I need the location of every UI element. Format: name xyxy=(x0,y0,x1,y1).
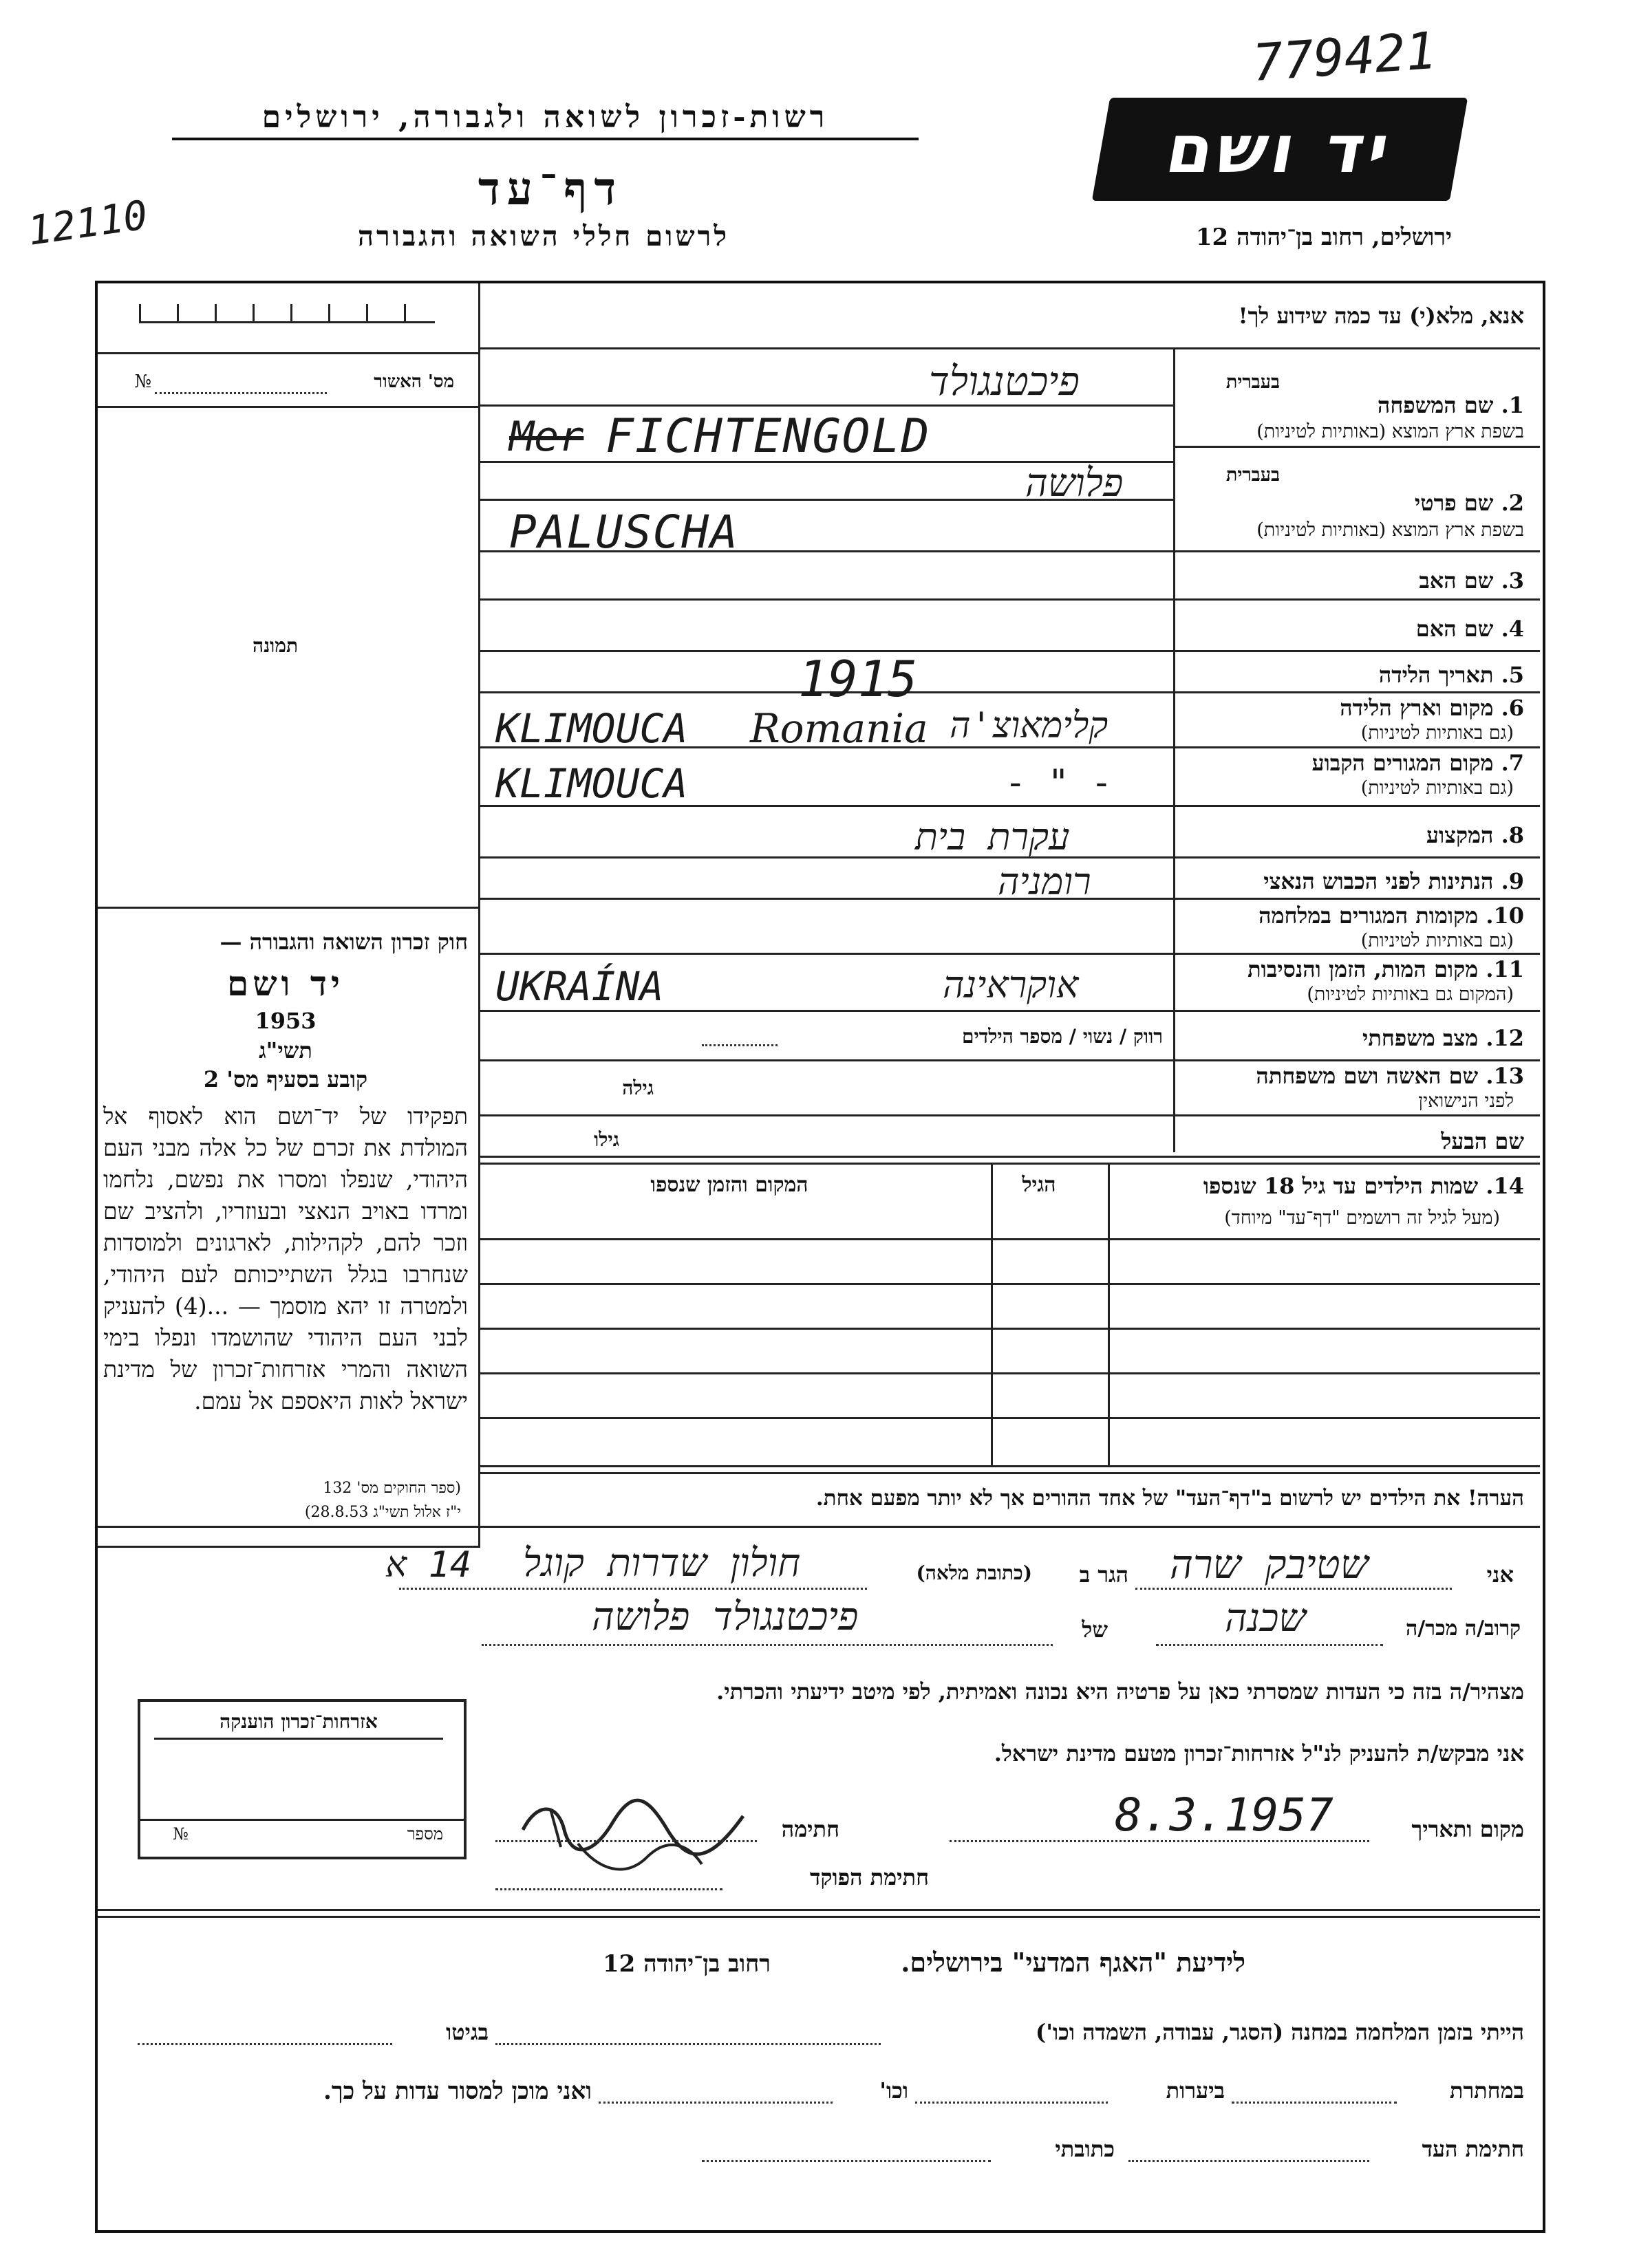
death-place-latin: UKRAÍNA xyxy=(495,963,664,1010)
footer-ready: ואני מוכן למסור עדות על כך. xyxy=(323,2077,592,2105)
witness-address-number: 14 א xyxy=(385,1544,472,1586)
in-hebrew-2: בעברית xyxy=(1225,464,1280,486)
profession-value: עקרת בית xyxy=(915,815,1070,858)
citizenship-box-title: אזרחות־זכרון הוענקה xyxy=(154,1710,443,1740)
decl-request: אני מבקש/ת להעניק לנ"ל אזרחות־זכרון מטעם מדינת ישראל. xyxy=(994,1740,1524,1767)
footer-witness-sign: חתימת העד xyxy=(1422,2136,1524,2162)
field-14-label: 14. שמות הילדים עד גיל 18 שנספו xyxy=(1203,1173,1524,1199)
field-6-sub: (גם באותיות לטיניות) xyxy=(1360,722,1514,744)
surname-latin: FICHTENGOLD xyxy=(606,409,931,464)
footer-ghetto: בגיטו xyxy=(446,2019,489,2045)
field-10-sub: (גם באותיות לטיניות) xyxy=(1360,930,1514,951)
husband-label: שם הבעל xyxy=(1441,1128,1524,1154)
field-2-label: 2. שם פרטי xyxy=(1414,490,1524,516)
citizenship-box-number: מספר xyxy=(407,1824,443,1844)
decl-resides: הגר ב xyxy=(1079,1562,1128,1588)
law-body: תפקידו של יד־ושם הוא לאסוף אל המולדת את זכרם של כל אלה מבני העם היהודי, שנפלו ומסרו את נפשם, נלחמו ומרדו באויב הנאצי ובעוזריו, ולהציב שם וזכר להם, לקהילות, לארגונים ולמוסדות שנחרבו בגלל השתייכותם לעם היהודי, ולמטרה זו יהא מוסמך — ...(4) להעניק לבני העם היהודי שהושמדו ונפלו בימי השואה והמרי אזרחות־זכרון של מדינת ישראל לאות היאספם אל עמם. xyxy=(103,1103,468,1414)
law-ref: (ספר החוקים מס' 132 xyxy=(323,1480,461,1497)
field-8-label: 8. המקצוע xyxy=(1426,822,1524,848)
field-13-sub: לפני הנישואין xyxy=(1418,1090,1514,1112)
field-12-label: 12. מצב משפחתי xyxy=(1362,1025,1524,1051)
law-section: קובע בסעיף מס' 2 xyxy=(203,1066,368,1092)
footer-underground: במחתרת xyxy=(1449,2077,1524,2104)
footer-title: לידיעת "האגף המדעי" בירושלים. xyxy=(901,1947,1245,1978)
logo-text: יד ושם xyxy=(1160,111,1400,188)
decl-statement: מצהיר/ה בזה כי העדות שמסרתי כאן על פרטיה היא נכונה ואמיתית, לפי מיטב ידיעתי והכרתי. xyxy=(716,1678,1524,1705)
authority-title: רשות-זכרון לשואה ולגבורה, ירושלים xyxy=(172,100,919,140)
decl-ani: אני xyxy=(1486,1562,1514,1588)
footer-forests: ביערות xyxy=(1166,2077,1225,2104)
note: הערה! את הילדים יש לרשום ב"דף־העד" של אחד ההורים אך לא יותר מפעם אחת. xyxy=(815,1486,1524,1511)
field-7-label: 7. מקום המגורים הקבוע xyxy=(1311,750,1524,776)
witness-relation: שכנה xyxy=(1225,1596,1307,1641)
citizenship-value: רומניה xyxy=(998,860,1091,903)
field-3-label: 3. שם האב xyxy=(1419,568,1524,594)
field-1-label: 1. שם המשפחה xyxy=(1377,392,1524,418)
field-5-label: 5. תאריך הלידה xyxy=(1378,662,1524,688)
col-place: המקום והזמן שנספו xyxy=(650,1173,808,1197)
footer-etc: וכו' xyxy=(879,2077,908,2104)
birthplace-country: Romania xyxy=(750,705,928,752)
field-7-sub: (גם באותיות לטיניות) xyxy=(1360,777,1514,799)
decl-of: של xyxy=(1082,1617,1108,1643)
field-11-label: 11. מקום המות, הזמן והנסיבות xyxy=(1247,956,1524,982)
victim-name: פיכטנגולד פלושה xyxy=(592,1595,859,1639)
declaration-date: 8.3.1957 xyxy=(1115,1789,1333,1842)
law-year: 1953 xyxy=(255,1008,317,1034)
citizenship-box xyxy=(138,1699,467,1859)
form-title: דף־עד xyxy=(478,162,623,215)
tick-strip xyxy=(98,283,478,352)
receipt-label: מס' האשור xyxy=(374,371,454,392)
witness-name: שטיבק שרה xyxy=(1170,1541,1369,1588)
law-year-he: תשי"ג xyxy=(259,1037,312,1063)
field-9-label: 9. הנתינות לפני הכבוש הנאצי xyxy=(1263,868,1524,894)
husband-age: גילו xyxy=(594,1128,619,1151)
col-age: הגיל xyxy=(1022,1173,1056,1197)
law-title: חוק זכרון השואה והגבורה — xyxy=(219,929,468,955)
place-date-label: מקום ותאריך xyxy=(1411,1816,1524,1842)
birthplace-hebrew: קלימאוצ'ה xyxy=(950,705,1108,746)
law-name: יד ושם xyxy=(227,963,344,1004)
field-6-label: 6. מקום וארץ הלידה xyxy=(1340,695,1524,721)
intro-text: אנא, מלא(י) עד כמה שידוע לך! xyxy=(1238,303,1524,329)
field-11-sub: (המקום גם באותיות לטיניות) xyxy=(1307,984,1514,1005)
firstname-latin: PALUSCHA xyxy=(509,506,739,559)
surname-struck: Mer xyxy=(509,413,584,461)
law-ref-date: י"ז אלול תשי"ג 28.8.53) xyxy=(304,1504,461,1521)
death-place-hebrew: אוקראינה xyxy=(943,963,1079,1006)
witness-address: חולון שדרות קוגל xyxy=(523,1541,801,1586)
birth-year: 1915 xyxy=(798,650,918,708)
reference-number: 779421 xyxy=(1250,21,1438,94)
sign-label: חתימה xyxy=(781,1816,839,1842)
citizenship-box-no: № xyxy=(173,1824,189,1844)
yad-vashem-logo xyxy=(1092,98,1468,201)
footer-my-address: כתובתי xyxy=(1055,2136,1115,2162)
firstname-hebrew: פלושה xyxy=(1025,461,1124,506)
field-1-sub: בשפת ארץ המוצא (באותיות לטיניות) xyxy=(1256,421,1524,442)
footer-line1: הייתי בזמן המלחמה במחנה (הסגר, עבודה, השמדה וכו') xyxy=(1036,2019,1524,2045)
address: ירושלים, רחוב בן־יהודה 12 xyxy=(1195,224,1452,251)
field-4-label: 4. שם האם xyxy=(1415,616,1524,642)
field-13-label: 13. שם האשה ושם משפחתה xyxy=(1256,1063,1524,1089)
surname-hebrew: פיכטנגולד xyxy=(929,358,1080,404)
in-hebrew-1: בעברית xyxy=(1225,371,1280,393)
decl-relation-label: קרוב/ה מכר/ה xyxy=(1406,1617,1521,1641)
form-subtitle: לרשום חללי השואה והגבורה xyxy=(357,220,730,252)
witness-signature xyxy=(509,1782,757,1885)
photo-label: תמונה xyxy=(252,634,299,657)
residence-mark: - " - xyxy=(1005,762,1113,803)
birthplace-latin: KLIMOUCA xyxy=(495,705,688,752)
receipt-no: № xyxy=(134,371,151,392)
official-sign: חתימת הפוקד xyxy=(810,1864,929,1890)
decl-addr-label: (כתובת מלאה) xyxy=(916,1562,1032,1584)
footer-address: רחוב בן־יהודה 12 xyxy=(602,1950,771,1978)
field-14-sub: (מעל לגיל זה רושמים "דף־עד" מיוחד) xyxy=(1224,1207,1500,1229)
residence-latin: KLIMOUCA xyxy=(495,760,688,807)
field-2-sub: בשפת ארץ המוצא (באותיות לטיניות) xyxy=(1256,519,1524,541)
field-13-age: גילה xyxy=(622,1077,654,1099)
field-12-options: רווק / נשוי / מספר הילדים xyxy=(961,1025,1163,1048)
field-10-label: 10. מקומות המגורים במלחמה xyxy=(1258,903,1524,929)
side-number: 12110 xyxy=(25,191,151,255)
